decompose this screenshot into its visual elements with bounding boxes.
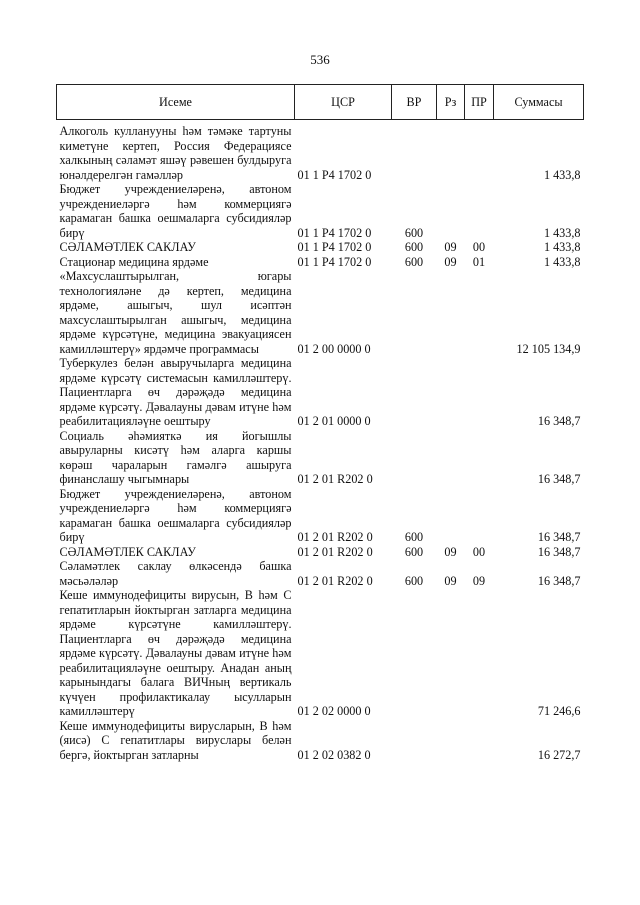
row-csr: 01 1 Р4 1702 0 [297, 240, 372, 254]
table-row [57, 255, 584, 270]
header-rz: Рз [437, 85, 465, 120]
row-rz: 09 [444, 240, 457, 254]
row-pr [465, 588, 494, 719]
row-rz [437, 269, 465, 356]
header-vr: ВР [392, 85, 437, 120]
row-name: Социаль әһәмияткә ия йогышлы авыруларны кисәтү һәм аларга каршы көрәш чараларын гамәлгә ашыруга финанслашу чыгымнары [59, 428, 292, 486]
row-vr: 600 [404, 240, 424, 254]
row-pr [465, 269, 494, 356]
row-rz [437, 356, 465, 429]
table-row [57, 429, 584, 487]
row-pr: 00 [472, 240, 486, 254]
table-row [57, 588, 584, 719]
row-csr: 01 2 00 0000 0 [297, 341, 371, 356]
row-csr: 01 2 02 0000 0 [297, 704, 371, 718]
row-csr: 01 1 Р4 1702 0 [297, 225, 372, 240]
row-pr: 09 [472, 573, 486, 588]
row-pr [465, 429, 494, 487]
table-row [57, 559, 584, 588]
table-row [57, 487, 584, 545]
row-csr: 01 2 02 0382 0 [297, 747, 371, 762]
table-row [57, 124, 584, 182]
row-name: «Махсуслаштырылган, югары технологияләне дә кертеп, медицина ярдәме, ашыгыч, шул исәптән махсуслаштырылган ашыгыч, медицина ярдәме күрсәтүне, медицина эвакуациясен камилләштерү» ярдәмче программасы [59, 269, 292, 356]
row-vr [392, 269, 437, 356]
table-row [57, 545, 584, 560]
header-pr: ПР [465, 85, 494, 120]
row-sum: 16 348,7 [537, 472, 581, 486]
row-rz: 09 [444, 254, 457, 269]
row-name: СӘЛАМӘТЛЕК САКЛАУ [59, 240, 196, 254]
row-sum: 1 433,8 [543, 225, 581, 240]
page-number: 536 [310, 52, 330, 67]
row-vr [392, 124, 437, 182]
table-header [57, 85, 584, 125]
row-csr: 01 2 01 0000 0 [297, 414, 371, 428]
row-pr [465, 124, 494, 182]
row-sum: 16 272,7 [537, 747, 581, 762]
row-csr: 01 2 01 R202 0 [297, 544, 373, 559]
row-sum: 12 105 134,9 [516, 341, 581, 356]
row-pr [465, 182, 494, 240]
row-vr: 600 [404, 530, 424, 544]
row-csr: 01 1 Р4 1702 0 [297, 167, 372, 182]
row-vr: 600 [404, 544, 424, 559]
table-row [57, 356, 584, 429]
row-sum: 1 433,8 [543, 254, 581, 269]
row-sum: 71 246,6 [537, 704, 581, 718]
row-sum: 16 348,7 [537, 544, 581, 559]
row-rz [437, 487, 465, 545]
row-name: Кеше иммунодефициты вирусларын, В һәм (яисә) С гепатитлары вируслары белән бергә, йоктырган затларны [59, 718, 292, 762]
row-name: Бюджет учреждениеләренә, автоном учреждениеләргә һәм коммерциягә карамаган башка оешмаларга субсидияләр бирү [59, 182, 292, 240]
row-pr [465, 356, 494, 429]
row-name: Стационар медицина ярдәме [59, 254, 209, 269]
table-row [57, 719, 584, 763]
row-csr: 01 1 Р4 1702 0 [297, 254, 372, 269]
row-name: СӘЛАМӘТЛЕК САКЛАУ [59, 544, 196, 559]
row-sum: 1 433,8 [543, 167, 581, 182]
table-row [57, 240, 584, 255]
row-vr: 600 [404, 225, 424, 240]
row-name: Сәламәтлек саклау өлкәсендә башка мәсьәләләр [59, 559, 292, 588]
header-name: Исеме [57, 85, 295, 120]
row-vr [392, 719, 437, 763]
row-rz: 09 [444, 544, 457, 559]
row-name: Туберкулез белән авыручыларга медицина ярдәме күрсәтү системасын камилләштерү. Пациентларга өч дәрәҗәдә медицина ярдәме күрсәтү. Дәвалауны дәвам итүне һәм реабилитацияләүне оештыру [59, 356, 292, 428]
row-csr: 01 2 01 R202 0 [297, 472, 373, 486]
row-csr: 01 2 01 R202 0 [297, 573, 373, 588]
row-rz [437, 124, 465, 182]
row-pr [465, 719, 494, 763]
row-sum: 1 433,8 [543, 240, 581, 254]
row-sum: 16 348,7 [537, 573, 581, 588]
row-pr: 00 [472, 544, 486, 559]
row-vr [392, 356, 437, 429]
row-name: Кеше иммунодефициты вирусын, В һәм С гепатитларын йоктырган затларга медицина ярдәме күрсәтүне камилләштерү. Пациентларга өч дәрәҗәдә медицина ярдәме күрсәтү. Дәвалауны дәвам итүне һәм реабилитацияләүне оештыру. Анадан аның карынындагы балага ВИЧның вертикаль күчүен профилактикалау ысулларын камилләштерү [59, 588, 292, 718]
row-vr [392, 588, 437, 719]
row-pr: 01 [472, 254, 486, 269]
row-rz [437, 429, 465, 487]
row-name: Алкоголь кулланууны һәм тәмәке тартуны киметүне кертеп, Россия Федерациясе халкының сәламәт яшәү рәвешен булдыруга юнәлдерелгән гамәлләр [59, 124, 292, 182]
row-vr: 600 [404, 254, 424, 269]
row-vr [392, 429, 437, 487]
row-sum: 16 348,7 [537, 414, 581, 428]
header-csr: ЦСР [295, 85, 392, 120]
row-pr [465, 487, 494, 545]
row-rz: 09 [444, 573, 457, 588]
row-vr: 600 [404, 573, 424, 588]
row-rz [437, 182, 465, 240]
header-sum: Суммасы [494, 85, 584, 120]
table-row [57, 182, 584, 240]
row-name: Бюджет учреждениеләренә, автоном учреждениеләргә һәм коммерциягә карамаган башка оешмаларга субсидияләр бирү [59, 486, 292, 544]
row-csr: 01 2 01 R202 0 [297, 530, 373, 544]
budget-table [56, 84, 584, 762]
row-rz [437, 588, 465, 719]
row-rz [437, 719, 465, 763]
row-sum: 16 348,7 [537, 530, 581, 544]
table-row [57, 269, 584, 356]
